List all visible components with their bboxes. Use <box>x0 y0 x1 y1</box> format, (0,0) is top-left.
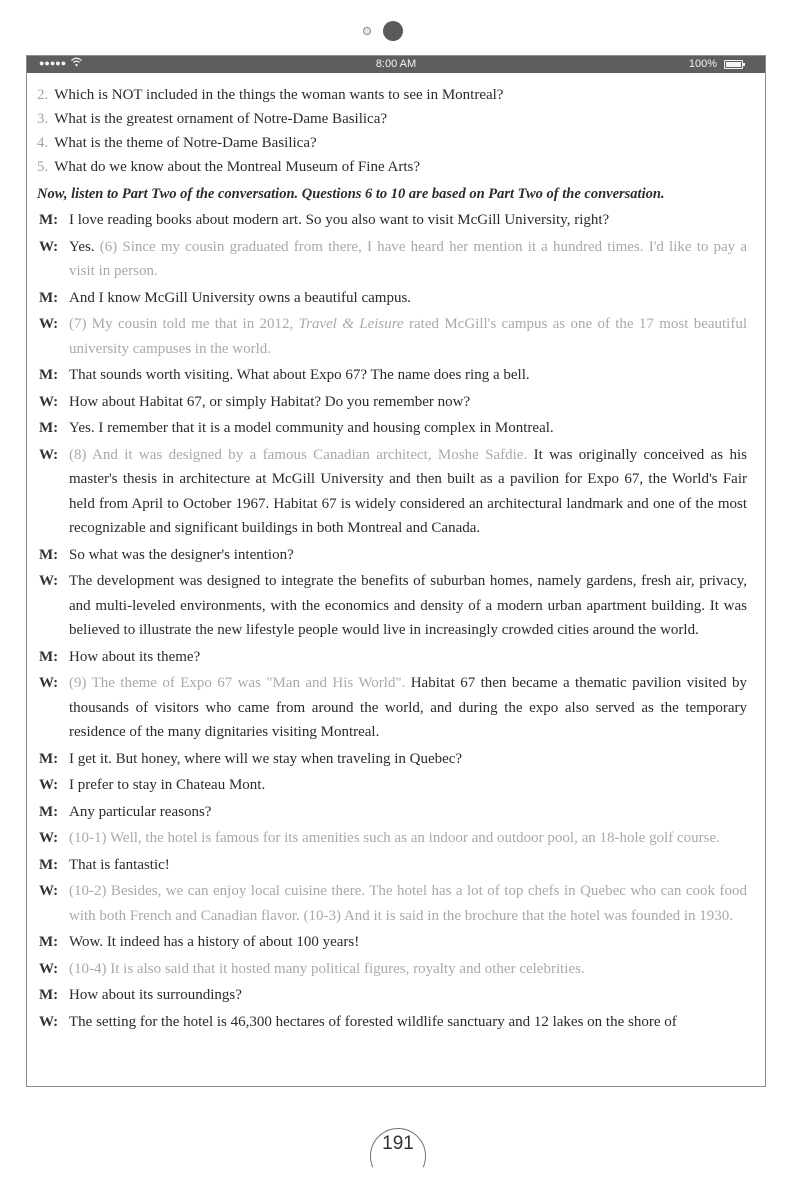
dialogue-line: M: Yes. I remember that it is a model community and housing complex in Montreal. <box>37 416 747 441</box>
dialogue-line: M: Any particular reasons? <box>37 800 747 825</box>
dialogue-line: M: How about its surroundings? <box>37 983 747 1008</box>
speaker-label: M: <box>39 987 59 1003</box>
device-screen <box>26 55 766 1087</box>
dialogue-line: M: How about its theme? <box>37 645 747 670</box>
dialogue-line: M: I love reading books about modern art. So you also want to visit McGill University, right? <box>37 208 747 233</box>
section-instruction: Now, listen to Part Two of the conversation. Questions 6 to 10 are based on Part Two of the conversation. <box>37 186 665 202</box>
page-number: 191 <box>382 1133 414 1154</box>
status-bar <box>27 56 765 73</box>
speaker-label: M: <box>39 367 59 383</box>
dialogue-line: W: (9) The theme of Expo 67 was "Man and His World". Habitat 67 then became a thematic pavilion visited by thousands of visitors who came from around the world, and during the expo also served as the temporary residence of the many dignitaries visiting Montreal. <box>37 671 747 745</box>
dialogue-line: M: That sounds worth visiting. What about Expo 67? The name does ring a bell. <box>37 363 747 388</box>
speaker-label: W: <box>39 1013 59 1030</box>
speaker-label: W: <box>39 960 59 977</box>
dialogue-line: W: Yes. (6) Since my cousin graduated from there, I have heard her mention it a hundred times. I'd like to pay a visit in person. <box>37 235 747 284</box>
speaker-label: M: <box>39 212 59 228</box>
speaker-label: W: <box>39 238 59 255</box>
speaker-label: W: <box>39 393 59 410</box>
speaker-label: W: <box>39 883 59 899</box>
camera-lens <box>383 21 403 41</box>
speaker-label: M: <box>39 648 59 665</box>
battery-percent: 100% <box>688 58 717 70</box>
dialogue-line: W: (10-1) Well, the hotel is famous for its amenities such as an indoor and outdoor pool, an 18-hole golf course. <box>37 826 747 851</box>
question-item: 3. What is the greatest ornament of Notre-Dame Basilica? <box>37 111 388 127</box>
dialogue-line: M: That is fantastic! <box>37 853 747 878</box>
dialogue-line: W: I prefer to stay in Chateau Mont. <box>37 773 747 798</box>
question-item: 5. What do we know about the Montreal Museum of Fine Arts? <box>37 159 421 175</box>
speaker-label: M: <box>39 856 59 873</box>
dialogue-line: W: (10-2) Besides, we can enjoy local cuisine there. The hotel has a lot of top chefs in Quebec who can cook food with both French and Canadian flavor. (10-3) And it is said in the brochure that the hotel was founded in 1930. <box>37 879 747 928</box>
speaker-label: W: <box>39 316 59 332</box>
speaker-label: M: <box>39 546 59 563</box>
speaker-label: W: <box>39 573 59 589</box>
dialogue-line: W: (7) My cousin told me that in 2012, Travel & Leisure rated McGill's campus as one of the 17 most beautiful university campuses in the world. <box>37 312 747 361</box>
speaker-label: W: <box>39 777 59 793</box>
speaker-label: W: <box>39 675 59 691</box>
dialogue-line: W: (10-4) It is also said that it hosted many political figures, royalty and other celebrities. <box>37 957 747 982</box>
speaker-label: M: <box>39 750 59 767</box>
dialogue-line: M: I get it. But honey, where will we stay when traveling in Quebec? <box>37 747 747 772</box>
dialogue-line: W: The setting for the hotel is 46,300 hectares of forested wildlife sanctuary and 12 lakes on the shore of <box>37 1010 747 1035</box>
dialogue-line: W: How about Habitat 67, or simply Habitat? Do you remember now? <box>37 390 747 415</box>
status-time: 8:00 AM <box>375 58 417 70</box>
question-item: 2. Which is NOT included in the things the woman wants to see in Montreal? <box>37 87 504 103</box>
dialogue-line: M: So what was the designer's intention? <box>37 543 747 568</box>
page-content <box>27 73 765 1034</box>
question-item: 4. What is the theme of Notre-Dame Basilica? <box>37 135 317 151</box>
signal-icon: ●●●●● <box>39 58 67 68</box>
battery-icon <box>724 60 743 69</box>
speaker-label: W: <box>39 446 59 463</box>
sensor-dot <box>363 27 371 35</box>
dialogue-line: M: And I know McGill University owns a beautiful campus. <box>37 286 747 311</box>
speaker-label: M: <box>39 934 59 950</box>
dialogue-line: W: (8) And it was designed by a famous Canadian architect, Moshe Safdie. It was originally conceived as his master's thesis in architecture at McGill University and then built as a pavilion for Expo 67, the World's Fair held from April to October 1967. Habitat 67 is widely considered an architectural landmark and one of the most recognizable and significant buildings in both Montreal and Canada. <box>37 443 747 541</box>
dialogue-line: W: The development was designed to integrate the benefits of suburban homes, namely gardens, fresh air, privacy, and multi-leveled environments, with the economics and density of a modern urban apartment building. It was believed to illustrate the new lifestyle people would live in increasingly crowded cities around the world. <box>37 569 747 643</box>
speaker-label: W: <box>39 830 59 846</box>
dialogue-line: M: Wow. It indeed has a history of about 100 years! <box>37 930 747 955</box>
page-number-badge <box>370 1128 426 1168</box>
speaker-label: M: <box>39 803 59 820</box>
device-camera <box>0 18 800 44</box>
speaker-label: M: <box>39 289 59 306</box>
speaker-label: M: <box>39 420 59 436</box>
